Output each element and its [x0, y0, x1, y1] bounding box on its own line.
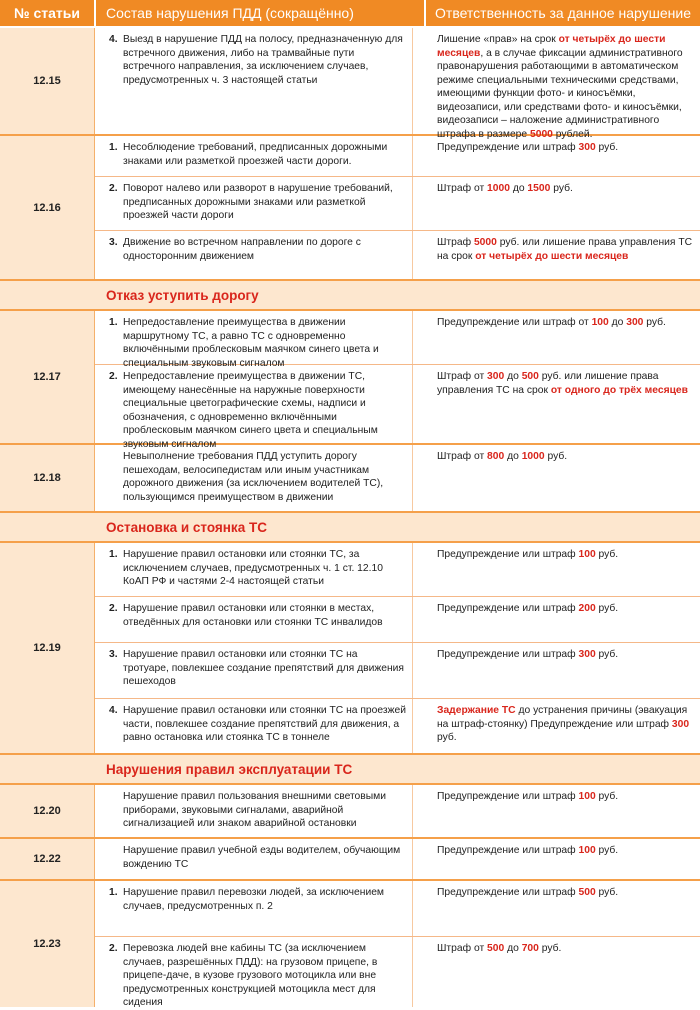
table-row	[95, 543, 700, 597]
table-row	[95, 597, 700, 643]
table-row	[95, 231, 700, 279]
section-title: Нарушения правил эксплуатации ТС	[106, 761, 353, 777]
article-number: 12.19	[0, 543, 95, 753]
penalty-text: до	[509, 183, 528, 194]
penalty-text: руб.	[437, 732, 457, 743]
highlighted-penalty: 200	[578, 603, 596, 614]
responsibility-text	[413, 881, 700, 936]
responsibility-text	[413, 597, 700, 642]
violation-text: Поворот налево или разворот в нарушение требований, предписанных дорожными знаками или разметкой проезжей части дороги	[123, 183, 393, 221]
penalty-text: руб.	[595, 603, 619, 614]
section-header	[0, 755, 700, 785]
responsibility-text	[413, 839, 700, 879]
responsibility-text	[413, 28, 700, 140]
penalty-text: Предупреждение или штраф	[437, 649, 579, 660]
penalty-text: руб.	[595, 845, 619, 856]
violation-text: Выезд в нарушение ПДД на полосу, предназначенную для встречного движения, либо на трамвайные пути встречного направления, за исключением случаев, предусмотренных ч. 3 настоящей статьи	[123, 34, 403, 86]
article-number: 12.20	[0, 785, 95, 837]
highlighted-penalty: от одного до трёх месяцев	[550, 384, 688, 396]
table-row	[95, 937, 700, 1007]
responsibility-text	[413, 177, 700, 230]
item-number: 1.	[109, 142, 118, 153]
item-number	[109, 844, 123, 875]
header-article-number: № статьи	[0, 0, 96, 26]
highlighted-penalty: 100	[578, 549, 596, 560]
item-number: 2.	[109, 603, 118, 614]
responsibility-text	[413, 543, 700, 596]
highlighted-penalty: 5000	[473, 237, 497, 248]
violation-text: Движение во встречном направлении по дороге с односторонним движением	[123, 237, 361, 262]
highlighted-penalty: 100	[578, 845, 596, 856]
highlighted-penalty: 300	[671, 718, 690, 730]
violation-text: Нарушение правил учебной езды водителем, обучающим вождению ТС	[123, 845, 401, 870]
highlighted-penalty: 300	[626, 317, 644, 328]
item-number: 2.	[109, 371, 118, 382]
article-block-12-20	[0, 785, 700, 839]
article-number: 12.16	[0, 136, 95, 279]
penalty-text: руб. или лишение права управления ТС на срок	[437, 371, 659, 396]
highlighted-penalty: 5000	[530, 128, 553, 140]
highlighted-penalty: 100	[578, 791, 596, 802]
penalty-text: Предупреждение или штраф	[437, 791, 579, 802]
highlighted-penalty: 1000	[487, 183, 510, 194]
penalty-text: руб.	[595, 791, 619, 802]
highlighted-penalty: 1500	[527, 183, 551, 194]
violation-text: Нарушение правил остановки или стоянки в местах, отведённых для остановки или стоянки ТС инвалидов	[123, 603, 383, 628]
penalty-text: Предупреждение или штраф от	[437, 317, 592, 328]
violation-text: Перевозка людей вне кабины ТС (за исключением случаев, разрешённых ПДД): на грузовом прицепе, в прицепе-даче, в кузове грузового мотоцикла или вне предусмотренных конструкцией мотоцикла мест для сидения	[123, 943, 378, 1008]
item-number: 1.	[109, 317, 118, 328]
table-row	[95, 699, 700, 753]
item-number	[109, 450, 123, 507]
item-number: 3.	[109, 649, 118, 660]
item-number: 2.	[109, 183, 118, 194]
penalty-text: руб.	[595, 887, 619, 898]
violation-text: Непредоставление преимущества в движении маршрутному ТС, а равно ТС с одновременно включёнными проблесковым маячком синего цвета и специальным звуковым сигналом	[123, 317, 379, 369]
penalty-text: до	[504, 451, 522, 462]
article-block-12-17	[0, 311, 700, 450]
item-number	[109, 790, 123, 833]
penalty-text: руб.	[544, 451, 568, 462]
table-row	[95, 177, 700, 231]
article-number: 12.15	[0, 28, 95, 134]
table-header	[0, 0, 700, 28]
penalty-text: руб.	[595, 142, 619, 153]
violation-text: Нарушение правил остановки или стоянки ТС на проезжей части, повлекшее создание препятствий для движения, а равно остановка или стоянка ТС в тоннеле	[123, 705, 406, 743]
violation-text: Непредоставление преимущества в движении ТС, имеющему нанесённые на наружные поверхности специальные цветографические схемы, надписи и обозначения, с одновременно включёнными проблесковым маячком синего цвета и специальным звуковым сигналом	[123, 371, 378, 450]
table-row	[95, 839, 700, 879]
penalty-text: руб.	[538, 943, 562, 954]
highlighted-penalty: 800	[487, 451, 505, 462]
article-number: 12.23	[0, 881, 95, 1007]
article-block-12-22	[0, 839, 700, 881]
responsibility-text	[413, 365, 700, 443]
highlighted-penalty: от четырёх до шести месяцев	[437, 34, 666, 59]
penalty-text: руб.	[550, 183, 573, 194]
highlighted-penalty: 300	[578, 649, 596, 660]
penalty-text: до устранения причины (эвакуация на штраф-стоянку) Предупреждение или штраф	[437, 705, 688, 730]
section-header	[0, 513, 700, 543]
violation-text: Нарушение правил перевозки людей, за исключением случаев, предусмотренных п. 2	[123, 887, 384, 912]
table-row	[95, 643, 700, 699]
responsibility-text	[413, 445, 700, 511]
penalty-text: Штраф от	[437, 451, 488, 462]
article-block-12-19	[0, 543, 700, 755]
highlighted-penalty: 500	[487, 943, 505, 954]
penalty-text: руб.	[643, 317, 666, 328]
penalty-text: руб.	[595, 649, 619, 660]
responsibility-text	[413, 937, 700, 1007]
highlighted-penalty: от четырёх до шести месяцев	[475, 250, 629, 262]
penalty-text: Штраф	[437, 237, 474, 248]
penalty-text: , а в случае фиксации административного правонарушения работающими в автоматическом режиме специальными техническими средствами, имеющими функции фото- и киносъёмки, видеозаписи, или средствами фото- и киносъёмки, видеозаписи – наложение административного штрафа в размере	[437, 47, 683, 140]
highlighted-penalty: 500	[578, 887, 596, 898]
responsibility-text	[413, 311, 700, 364]
responsibility-text	[413, 699, 700, 753]
penalty-text: Лишение «прав» на срок	[437, 34, 559, 45]
violation-text: Нарушение правил пользования внешними световыми приборами, звуковыми сигналами, аварийной сигнализацией или знаком аварийной остановки	[123, 791, 386, 829]
highlighted-penalty: 700	[521, 943, 539, 954]
penalty-text: Предупреждение или штраф	[437, 887, 579, 898]
item-number: 1.	[109, 887, 118, 898]
item-number: 1.	[109, 549, 118, 560]
highlighted-penalty: 1000	[521, 451, 545, 462]
item-number: 3.	[109, 237, 118, 248]
responsibility-text	[413, 785, 700, 837]
table-row	[95, 28, 700, 140]
article-number: 12.18	[0, 445, 95, 511]
penalty-text: Штраф от	[437, 371, 488, 382]
violation-text: Нарушение правил остановки или стоянки ТС, за исключением случаев, предусмотренных ч. 1 ст. 12.10 КоАП РФ и частями 2-4 настоящей статьи	[123, 549, 383, 587]
header-responsibility: Ответственность за данное нарушение	[435, 5, 691, 21]
penalty-text: Предупреждение или штраф	[437, 549, 579, 560]
table-row	[95, 785, 700, 837]
article-number: 12.22	[0, 839, 95, 879]
penalty-text: руб.	[595, 549, 619, 560]
penalty-text: Предупреждение или штраф	[437, 142, 579, 153]
section-title: Отказ уступить дорогу	[106, 287, 259, 303]
article-block-12-18	[0, 445, 700, 513]
item-number: 4.	[109, 34, 118, 45]
section-title: Остановка и стоянка ТС	[106, 519, 267, 535]
penalty-text: Штраф от	[437, 943, 488, 954]
violation-text: Нарушение правил остановки или стоянки ТС на тротуаре, повлекшее создание препятствий для движения пешеходов	[123, 649, 404, 687]
penalty-text: руб. или лишение права управления ТС на срок	[437, 237, 693, 262]
violation-text: Невыполнение требования ПДД уступить дорогу пешеходам, велосипедистам или иным участникам дорожного движения (за исключением водителей ТС), пользующимся преимуществом в движении	[123, 451, 384, 503]
table-row	[95, 445, 700, 511]
header-violation: Состав нарушения ПДД (сокращённо)	[96, 0, 426, 26]
table-row	[95, 365, 700, 450]
responsibility-text	[413, 231, 700, 279]
section-header	[0, 281, 700, 311]
penalty-text: Штраф от	[437, 183, 488, 194]
penalty-text: до	[504, 371, 522, 382]
violation-text: Несоблюдение требований, предписанных дорожными знаками или разметкой проезжей части дороги.	[123, 142, 388, 167]
penalty-text: Предупреждение или штраф	[437, 845, 579, 856]
highlighted-penalty: 500	[521, 371, 539, 382]
item-number: 4.	[109, 705, 118, 716]
responsibility-text	[413, 136, 700, 176]
penalty-text: до	[504, 943, 522, 954]
highlighted-penalty: Задержание ТС	[437, 705, 516, 716]
article-block-12-15	[0, 28, 700, 140]
penalty-text: Предупреждение или штраф	[437, 603, 579, 614]
table-row	[95, 136, 700, 177]
table-row	[95, 311, 700, 369]
responsibility-text	[413, 643, 700, 698]
penalty-text: до	[608, 317, 627, 328]
penalty-text: рублей.	[552, 128, 593, 140]
article-block-12-23	[0, 881, 700, 1007]
article-block-12-16	[0, 136, 700, 281]
table-row	[95, 881, 700, 937]
highlighted-penalty: 100	[591, 317, 609, 328]
highlighted-penalty: 300	[487, 371, 505, 382]
article-number: 12.17	[0, 311, 95, 443]
item-number: 2.	[109, 943, 118, 954]
highlighted-penalty: 300	[578, 142, 596, 153]
